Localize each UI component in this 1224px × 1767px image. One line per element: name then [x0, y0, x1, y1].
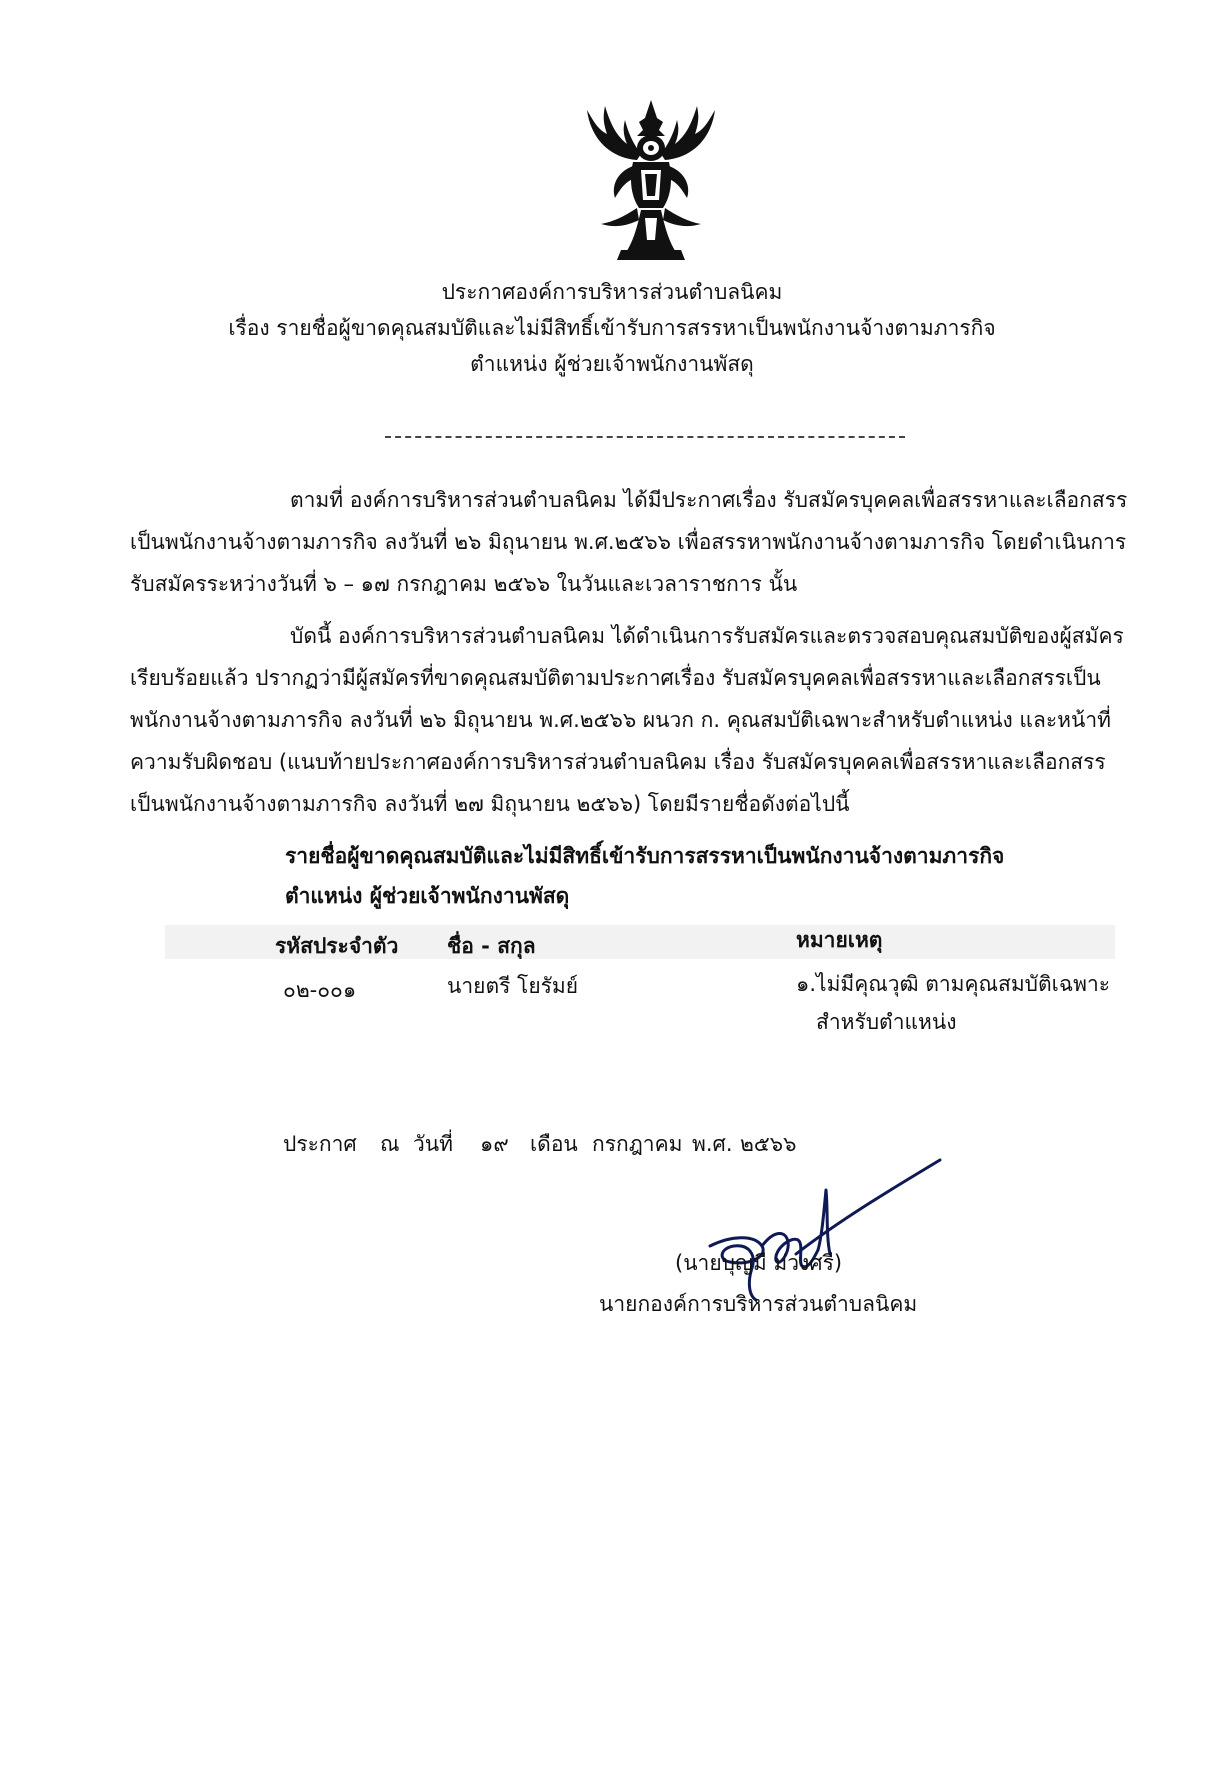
col-header-remark: หมายเหตุ — [796, 928, 883, 952]
announcement-position: ตำแหน่ง ผู้ช่วยเจ้าพนักงานพัสดุ — [470, 352, 754, 376]
announcement-subject: เรื่อง รายชื่อผู้ขาดคุณสมบัติและไม่มีสิทธิ์เข้ารับการสรรหาเป็นพนักงานจ้างตามภารกิจ — [228, 316, 996, 340]
announce-label: ประกาศ — [283, 1132, 357, 1156]
announce-month-label: เดือน — [530, 1132, 578, 1156]
table-cell-remark: สำหรับตำแหน่ง — [816, 1010, 957, 1034]
announce-year-label: พ.ศ. — [692, 1132, 733, 1156]
para1-line: ตามที่ องค์การบริหารส่วนตำบลนิคม ได้มีประกาศเรื่อง รับสมัครบุคคลเพื่อสรรหาและเลือกสรร — [290, 488, 1128, 512]
col-header-id: รหัสประจำตัว — [275, 934, 399, 958]
announce-day: ๑๙ — [480, 1132, 509, 1156]
announcement-title: ประกาศองค์การบริหารส่วนตำบลนิคม — [441, 280, 783, 304]
para1-line: รับสมัครระหว่างวันที่ ๖ – ๑๗ กรกฎาคม ๒๕๖๖ ในวันและเวลาราชการ นั้น — [130, 572, 798, 596]
announce-day-label: วันที่ — [413, 1132, 453, 1156]
table-cell-id: ๐๒-๐๐๑ — [283, 978, 357, 1002]
table-cell-name: นายตรี โยรัมย์ — [447, 974, 579, 998]
announce-year: ๒๕๖๖ — [740, 1132, 797, 1156]
announce-at: ณ — [380, 1132, 400, 1156]
divider — [385, 436, 905, 438]
announce-month: กรกฎาคม — [592, 1132, 683, 1156]
para2-line: บัดนี้ องค์การบริหารส่วนตำบลนิคม ได้ดำเนินการรับสมัครและตรวจสอบคุณสมบัติของผู้สมัคร — [290, 624, 1124, 648]
list-heading: ตำแหน่ง ผู้ช่วยเจ้าพนักงานพัสดุ — [285, 884, 570, 908]
para2-line: ความรับผิดชอบ (แนบท้ายประกาศองค์การบริหารส่วนตำบลนิคม เรื่อง รับสมัครบุคคลเพื่อสรรหาและเลือกสรร — [130, 750, 1106, 774]
list-heading: รายชื่อผู้ขาดคุณสมบัติและไม่มีสิทธิ์เข้ารับการสรรหาเป็นพนักงานจ้างตามภารกิจ — [285, 844, 1005, 868]
para2-line: พนักงานจ้างตามภารกิจ ลงวันที่ ๒๖ มิถุนายน พ.ศ.๒๕๖๖ ผนวก ก. คุณสมบัติเฉพาะสำหรับตำแหน่ง และหน้าที่ — [130, 708, 1111, 732]
table-cell-remark: ๑.ไม่มีคุณวุฒิ ตามคุณสมบัติเฉพาะ — [796, 972, 1111, 996]
garuda-emblem-icon — [581, 100, 721, 265]
col-header-name: ชื่อ - สกุล — [447, 934, 536, 958]
para1-line: เป็นพนักงานจ้างตามภารกิจ ลงวันที่ ๒๖ มิถุนายน พ.ศ.๒๕๖๖ เพื่อสรรหาพนักงานจ้างตามภารกิจ โดยดำเนินการ — [130, 530, 1127, 554]
para2-line: เป็นพนักงานจ้างตามภารกิจ ลงวันที่ ๒๗ มิถุนายน ๒๕๖๖) โดยมีรายชื่อดังต่อไปนี้ — [130, 792, 850, 816]
signer-title: นายกองค์การบริหารส่วนตำบลนิคม — [599, 1292, 918, 1316]
para2-line: เรียบร้อยแล้ว ปรากฏว่ามีผู้สมัครที่ขาดคุณสมบัติตามประกาศเรื่อง รับสมัครบุคคลเพื่อสรรหาและเลือกสรรเป็น — [130, 666, 1101, 690]
signer-name: (นายบุญมี ม่วงศรี) — [675, 1251, 843, 1275]
